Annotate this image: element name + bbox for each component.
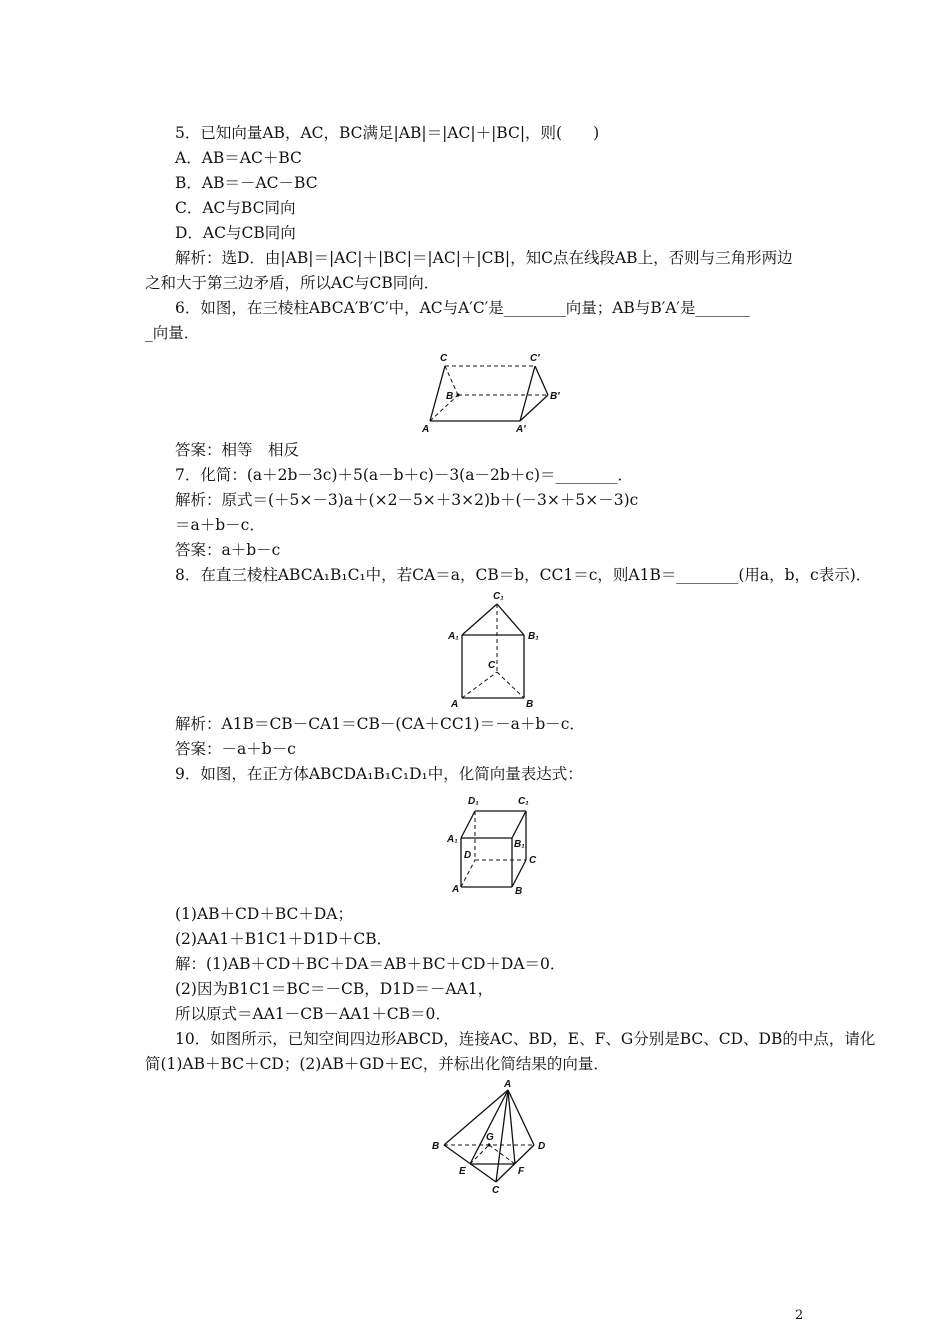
question-5-solution-line-2: 之和大于第三边矛盾，所以AC与CB同向．	[145, 274, 440, 292]
question-6-continued: _向量．	[145, 324, 200, 342]
label-c1: C₁	[518, 796, 529, 807]
question-6: 6．如图，在三棱柱ABCA′B′C′中，AC与A′C′是________向量；AB与B′A′是_______	[175, 299, 750, 317]
question-9-part-2: (2)AA1＋B1C1＋D1D＋CB．	[175, 930, 393, 948]
question-5-option-c: C．AC与BC同向	[175, 199, 296, 217]
label-c1: C₁	[493, 591, 504, 602]
label-b: B	[526, 699, 534, 710]
figure-triangular-prism	[418, 348, 568, 434]
question-9-solution-line-1: 解：(1)AB＋CD＋BC＋DA＝AB＋BC＋CD＋DA＝0．	[175, 955, 566, 973]
question-5-option-b: B．AB＝－AC－BC	[175, 174, 318, 192]
question-9: 9．如图，在正方体ABCDA₁B₁C₁D₁中，化简向量表达式：	[175, 765, 583, 783]
label-a1: A₁	[448, 631, 459, 642]
label-b-prime: B′	[550, 391, 560, 402]
figure-tetrahedron	[428, 1078, 558, 1196]
question-5: 5．已知向量AB，AC，BC满足|AB|＝|AC|＋|BC|，则( )	[175, 124, 600, 142]
label-g: G	[486, 1132, 494, 1143]
label-c: C	[529, 855, 537, 866]
label-a: A	[504, 1079, 512, 1090]
question-7: 7．化简：(a＋2b－3c)＋5(a－b＋c)－3(a－2b＋c)＝________．	[175, 466, 633, 484]
label-b: B	[515, 886, 523, 897]
figure-right-prism	[446, 588, 546, 710]
question-5-solution-line-1: 解析：选D．由|AB|＝|AC|＋|BC|＝|AC|＋|CB|，知C点在线段AB上，否则与三角形两边	[175, 249, 793, 267]
label-a1: A₁	[447, 834, 458, 845]
question-8-solution: 解析：A1B＝CB－CA1＝CB－(CA＋CC1)＝－a＋b－c．	[175, 715, 585, 733]
question-8: 8．在直三棱柱ABCA₁B₁C₁中，若CA＝a，CB＝b，CC1＝c，则A1B＝________(用a，b，c表示)．	[175, 566, 872, 584]
question-7-solution-line-2: ＝a＋b－c．	[175, 516, 265, 534]
page-number: 2	[795, 1308, 804, 1323]
label-c: C	[440, 353, 448, 364]
label-c: C	[488, 660, 496, 671]
label-d: D	[464, 850, 472, 861]
label-a: A	[451, 699, 459, 710]
question-6-answer: 答案：相等 相反	[175, 441, 300, 459]
question-5-option-d: D．AC与CB同向	[175, 224, 296, 242]
question-10: 10．如图所示，已知空间四边形ABCD，连接AC、BD，E、F、G分别是BC、CD、DB的中点，请化	[175, 1030, 876, 1048]
label-f: F	[518, 1166, 525, 1177]
label-d: D	[538, 1141, 546, 1152]
question-7-solution-line-1: 解析：原式＝(＋5×－3)a＋(×2－5×＋3×2)b＋(－3×＋5×－3)c	[175, 491, 639, 509]
question-5-option-a: A．AB＝AC＋BC	[175, 149, 302, 167]
label-d1: D₁	[468, 796, 479, 807]
label-a: A	[452, 884, 460, 895]
figure-cube	[444, 788, 544, 898]
question-10-continued: 简(1)AB＋BC＋CD；(2)AB＋GD＋EC，并标出化简结果的向量．	[145, 1055, 609, 1073]
label-e: E	[459, 1166, 466, 1177]
label-c-prime: C′	[530, 353, 540, 364]
label-b1: B₁	[514, 839, 525, 850]
label-a: A	[422, 424, 430, 434]
label-b: B	[446, 391, 454, 402]
label-b: B	[432, 1141, 440, 1152]
label-a-prime: A′	[516, 424, 526, 434]
question-9-solution-line-2: (2)因为B1C1＝BC＝－CB，D1D＝－AA1，	[175, 980, 494, 998]
question-9-part-1: (1)AB＋CD＋BC＋DA；	[175, 905, 353, 923]
question-7-answer: 答案：a＋b－c	[175, 541, 281, 559]
question-9-solution-line-3: 所以原式＝AA1－CB－AA1＋CB＝0．	[175, 1005, 451, 1023]
label-b1: B₁	[528, 631, 539, 642]
label-c: C	[492, 1185, 500, 1196]
question-8-answer: 答案：－a＋b－c	[175, 740, 296, 758]
